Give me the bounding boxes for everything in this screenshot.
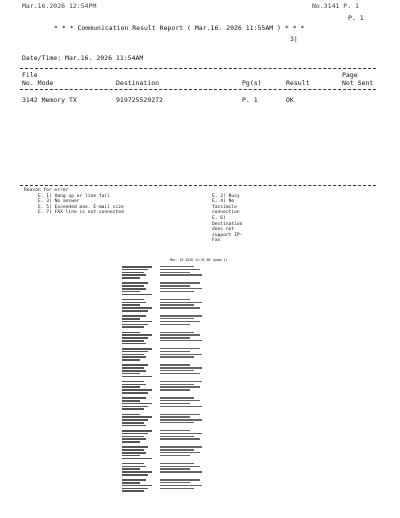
thumbnail-entry — [122, 463, 232, 475]
col-header-not-sent: Not Sent — [342, 79, 374, 87]
thumbnail-entry — [122, 414, 232, 426]
thumbnail-entry — [122, 430, 232, 442]
thumbnail-entry — [122, 381, 232, 393]
thumbnail-entry — [122, 348, 232, 360]
table-header-rule — [20, 89, 376, 90]
reason-item: E. 7) FAX line is not connected — [38, 210, 124, 216]
col-header-page: Page — [342, 71, 358, 79]
reason-item: E. 6) Destination does not support IP-Fax — [212, 215, 243, 244]
row-file-mode: 3142 Memory TX — [22, 96, 77, 104]
col-header-pages: Pg(s) — [242, 79, 262, 87]
fax-stamp-number: No.3141 P. 1 — [312, 2, 359, 10]
thumbnail-entry — [122, 479, 232, 491]
reasons-title: Reason for error — [24, 188, 69, 193]
thumbnail-entry — [122, 397, 232, 409]
reason-item: E. 4) No facsimile connection — [212, 199, 240, 216]
thumbnail-entry — [122, 299, 232, 311]
reason-item: E. 2) Busy — [212, 193, 240, 199]
col-header-result: Result — [286, 79, 310, 87]
reason-item: E. 5) Exceeded max. E-mail size — [38, 204, 124, 210]
page-thumbnail — [118, 258, 278, 496]
report-datetime: Date/Time: Mar.16. 2026 11:54AM — [22, 54, 144, 62]
thumbnail-entry — [122, 315, 232, 327]
thumbnail-entry — [122, 364, 232, 376]
thumbnail-stamp: Mar. 16.2026 11:49 AM (page 1) — [170, 258, 228, 262]
col-header-file: File — [22, 71, 38, 79]
corner-mark: 3| — [290, 35, 298, 43]
error-reasons — [24, 188, 243, 244]
row-pages: P. 1 — [242, 96, 258, 104]
col-header-no-mode: No. Mode — [22, 79, 54, 87]
reason-item: E. 1) Hang up or line fail — [38, 193, 110, 199]
report-title: * * * Communication Result Report ( Mar.16. 2026 11:55AM ) * * * — [54, 24, 305, 32]
fax-timestamp: Mar.16.2026 12:54PM — [22, 2, 97, 10]
row-destination: 919725529272 — [116, 96, 163, 104]
page-number: P. 1 — [348, 14, 364, 22]
reason-item: E. 3) No answer — [38, 199, 80, 205]
thumbnail-entry — [122, 446, 232, 458]
thumbnail-entry — [122, 282, 232, 294]
table-top-rule — [20, 68, 376, 69]
reasons-rule — [20, 185, 376, 186]
thumbnail-entry — [122, 332, 232, 344]
thumbnail-entry — [122, 266, 232, 278]
row-result: OK — [286, 96, 294, 104]
col-header-destination: Destination — [116, 79, 160, 87]
